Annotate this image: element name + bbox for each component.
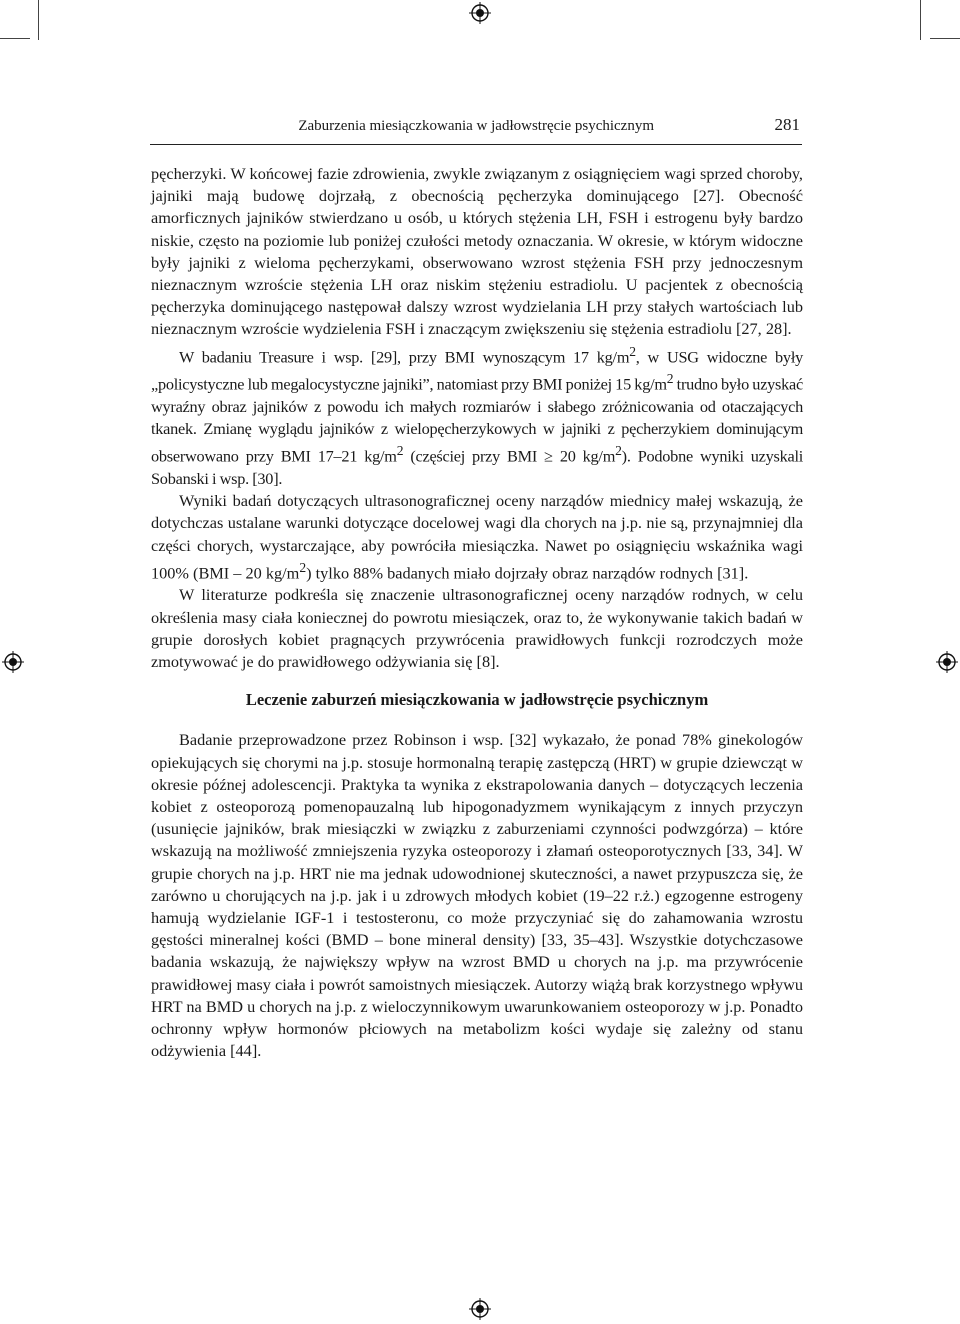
crop-mark-top-left: [0, 38, 30, 39]
paragraph-2-text-4: (częściej przy BMI ≥ 20 kg/m: [403, 446, 616, 466]
superscript: 2: [615, 443, 622, 459]
paragraph-2-text-1: W badaniu Treasure i wsp. [29], przy BMI wynoszącym 17 kg/m: [179, 347, 630, 367]
section-heading: Leczenie zaburzeń miesiączkowania w jadłowstręcie psychicznym: [245, 690, 709, 710]
paragraph-2-text-3: trudno było uzyskać wyraźny obraz jajników z powodu ich małych rozmiarów i słabego zróżnicowania od otaczających tkanek. Zmianę wyglądu jajników z wielopęcherzykowych w jajniki z pęcherzykiem dominującym obserwowano przy BMI 17–21 kg/m: [151, 374, 803, 466]
crop-mark-top-right: [930, 38, 960, 39]
registration-mark-bottom-icon: [469, 1298, 491, 1320]
superscript: 2: [629, 343, 636, 359]
paragraph-2-text-5: ). Podobne wyniki uzyskali Sobanski i wsp. [30].: [151, 446, 804, 488]
paragraph-1: pęcherzyki. W końcowej fazie zdrowienia, zwykle związanym z osiągnięciem wagi sprzed choroby, jajniki mają budowę dojrzałą, z obecnością pęcherzyka dominującego [27]. Obecność amorficznych jajników stwierdzano u osób, u których stężenia LH, FSH i estrogenu były bardzo niskie, często na poziomie lub poniżej czułości metody oznaczania. W okresie, w którym widoczne były jajniki z wieloma pęcherzykami, obserwowano wzrost stężenia FSH przy jednoczesnym nieznacznym wzroście stężenia LH oraz niskim stężeniu estradiolu. U pacjentek z obecnością pęcherzyka dominującego następował dalszy wzrost wydzielania LH przy stałych wartościach lub nieznacznym wzroście wydzielenia FSH i znaczącym zwiększeniu się stężenia estradiolu [27, 28].: [151, 164, 803, 339]
registration-mark-top-icon: [469, 2, 491, 24]
paragraph-3: [151, 490, 803, 584]
paragraph-5: Badanie przeprowadzone przez Robinson i wsp. [32] wykazało, że ponad 78% ginekologów opiekujących się chorymi na j.p. stosuje hormonalną terapię zastępczą (HRT) w grupie dziewcząt w okresie późnej adolescencji. Praktyka ta wynika z ekstrapolowania danych – dotyczących leczenia kobiet z osteoporozą pomenopauzalną lub hipogonadyzmem wynikającym z innych przyczyn (usunięcie jajników, brak miesiączki w związku z zaburzeniami czynności podwzgórza) – które wskazują na możliwość zmniejszenia ryzyka osteoporozy i złamań osteoporotycznych [33, 34]. W grupie chorych na j.p. HRT nie ma jednak udowodnionej skuteczności, a nawet przypuszcza się, że zarówno u chorujących na j.p. jak i u zdrowych młodych kobiet (19–22 r.ż.) egzogenne estrogeny hamują wydzielanie IGF-1 i testosteronu, co może przyczyniać się do zahamowania wzrostu gęstości mineralnej kości (BMD – bone mineral density) [33, 35–43]. Wszystkie dotychczasowe badania wskazują, że największy wpływ na wzrost BMD u chorych na j.p. ma przywrócenie prawidłowej masy ciała i powrót samoistnych miesiączek. Autorzy wiążą brak korzystnego wpływu HRT na BMD u chorych na j.p. z wieloczynnikowym uwarunkowaniem osteoporozy w j.p. Ponadto ochronny wpływ hormonów płciowych na metabolizm kości wydaje się zależny od stanu odżywienia [44].: [151, 730, 803, 1061]
paragraph-3-text-1: Wyniki badań dotyczących ultrasonograficznej oceny narządów miednicy małej wskazują, że dotychczas ustalane warunki dotyczące docelowej wagi dla chorych na j.p. nie są, przynajmniej dla części chorych, wystarczające, aby powróciła miesiączka. Nawet po osiągnięciu wskaźnika wagi 100% (BMI – 20 kg/m: [151, 491, 803, 583]
page-header: [150, 114, 802, 145]
crop-mark-right: [920, 0, 921, 40]
superscript: 2: [396, 443, 404, 459]
superscript: 2: [666, 371, 674, 387]
paragraph-2-text-2: , w USG widoczne były „policystyczne lub megalocystyczne jajniki”, natomiast przy BMI poniżej 15 kg/m: [151, 347, 803, 394]
running-title: Zaburzenia miesiączkowania w jadłowstręcie psychicznym: [298, 118, 654, 134]
paragraph-4: W literaturze podkreśla się znaczenie ultrasonograficznej oceny narządów rodnych, w celu określenia masy ciała koniecznej do powrotu miesiączek, oraz to, że wykonywanie takich badań w grupie dorosłych kobiet pragnących przywrócenia prawidłowych funkcji rozrodczych może zmotywować je do prawidłowego odżywiania się [8].: [151, 585, 803, 671]
page-number: 281: [774, 115, 800, 134]
paragraph-2: [151, 341, 803, 490]
registration-mark-right-icon: [936, 651, 958, 673]
crop-mark-left: [38, 0, 39, 40]
superscript: 2: [299, 559, 307, 575]
page-body: [151, 163, 803, 1062]
paragraph-3-text-2: ) tylko 88% badanych miało dojrzały obraz narządów rodnych [31].: [306, 563, 749, 583]
registration-mark-left-icon: [2, 651, 24, 673]
